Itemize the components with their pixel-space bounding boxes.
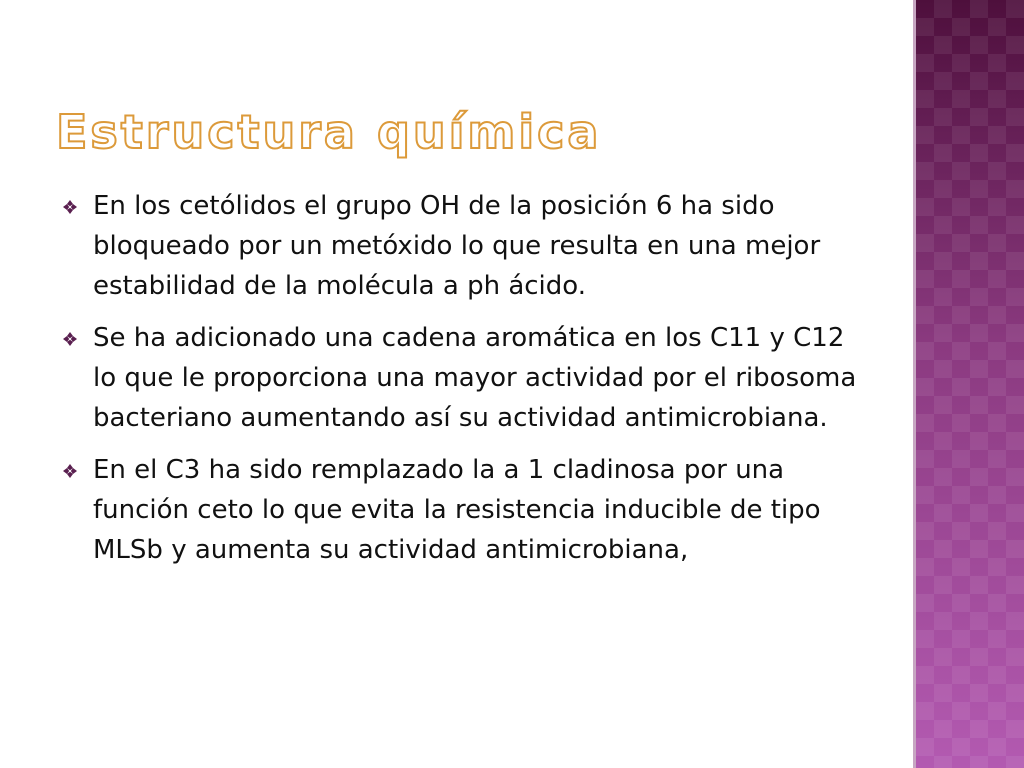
bullet-text: En el C3 ha sido remplazado la a 1 cladinosa por una función ceto lo que evita la resistencia inducible de tipo MLSb y aumenta su actividad antimicrobiana, xyxy=(93,455,821,565)
bullet-item xyxy=(62,450,862,570)
diamond-bullet-icon xyxy=(62,331,78,347)
bullet-item xyxy=(62,186,862,306)
diamond-bullet-icon xyxy=(62,463,78,479)
bullet-text: Se ha adicionado una cadena aromática en los C11 y C12 lo que le proporciona una mayor actividad por el ribosoma bacteriano aumentando así su actividad antimicrobiana. xyxy=(93,323,857,433)
diamond-bullet-icon xyxy=(62,199,78,215)
slide-title: Estructura química xyxy=(56,105,602,159)
bullet-text: En los cetólidos el grupo OH de la posición 6 ha sido bloqueado por un metóxido lo que resulta en una mejor estabilidad de la molécula a ph ácido. xyxy=(93,191,821,301)
bullet-list xyxy=(62,186,862,582)
decorative-side-panel xyxy=(913,0,1024,768)
bullet-item xyxy=(62,318,862,438)
